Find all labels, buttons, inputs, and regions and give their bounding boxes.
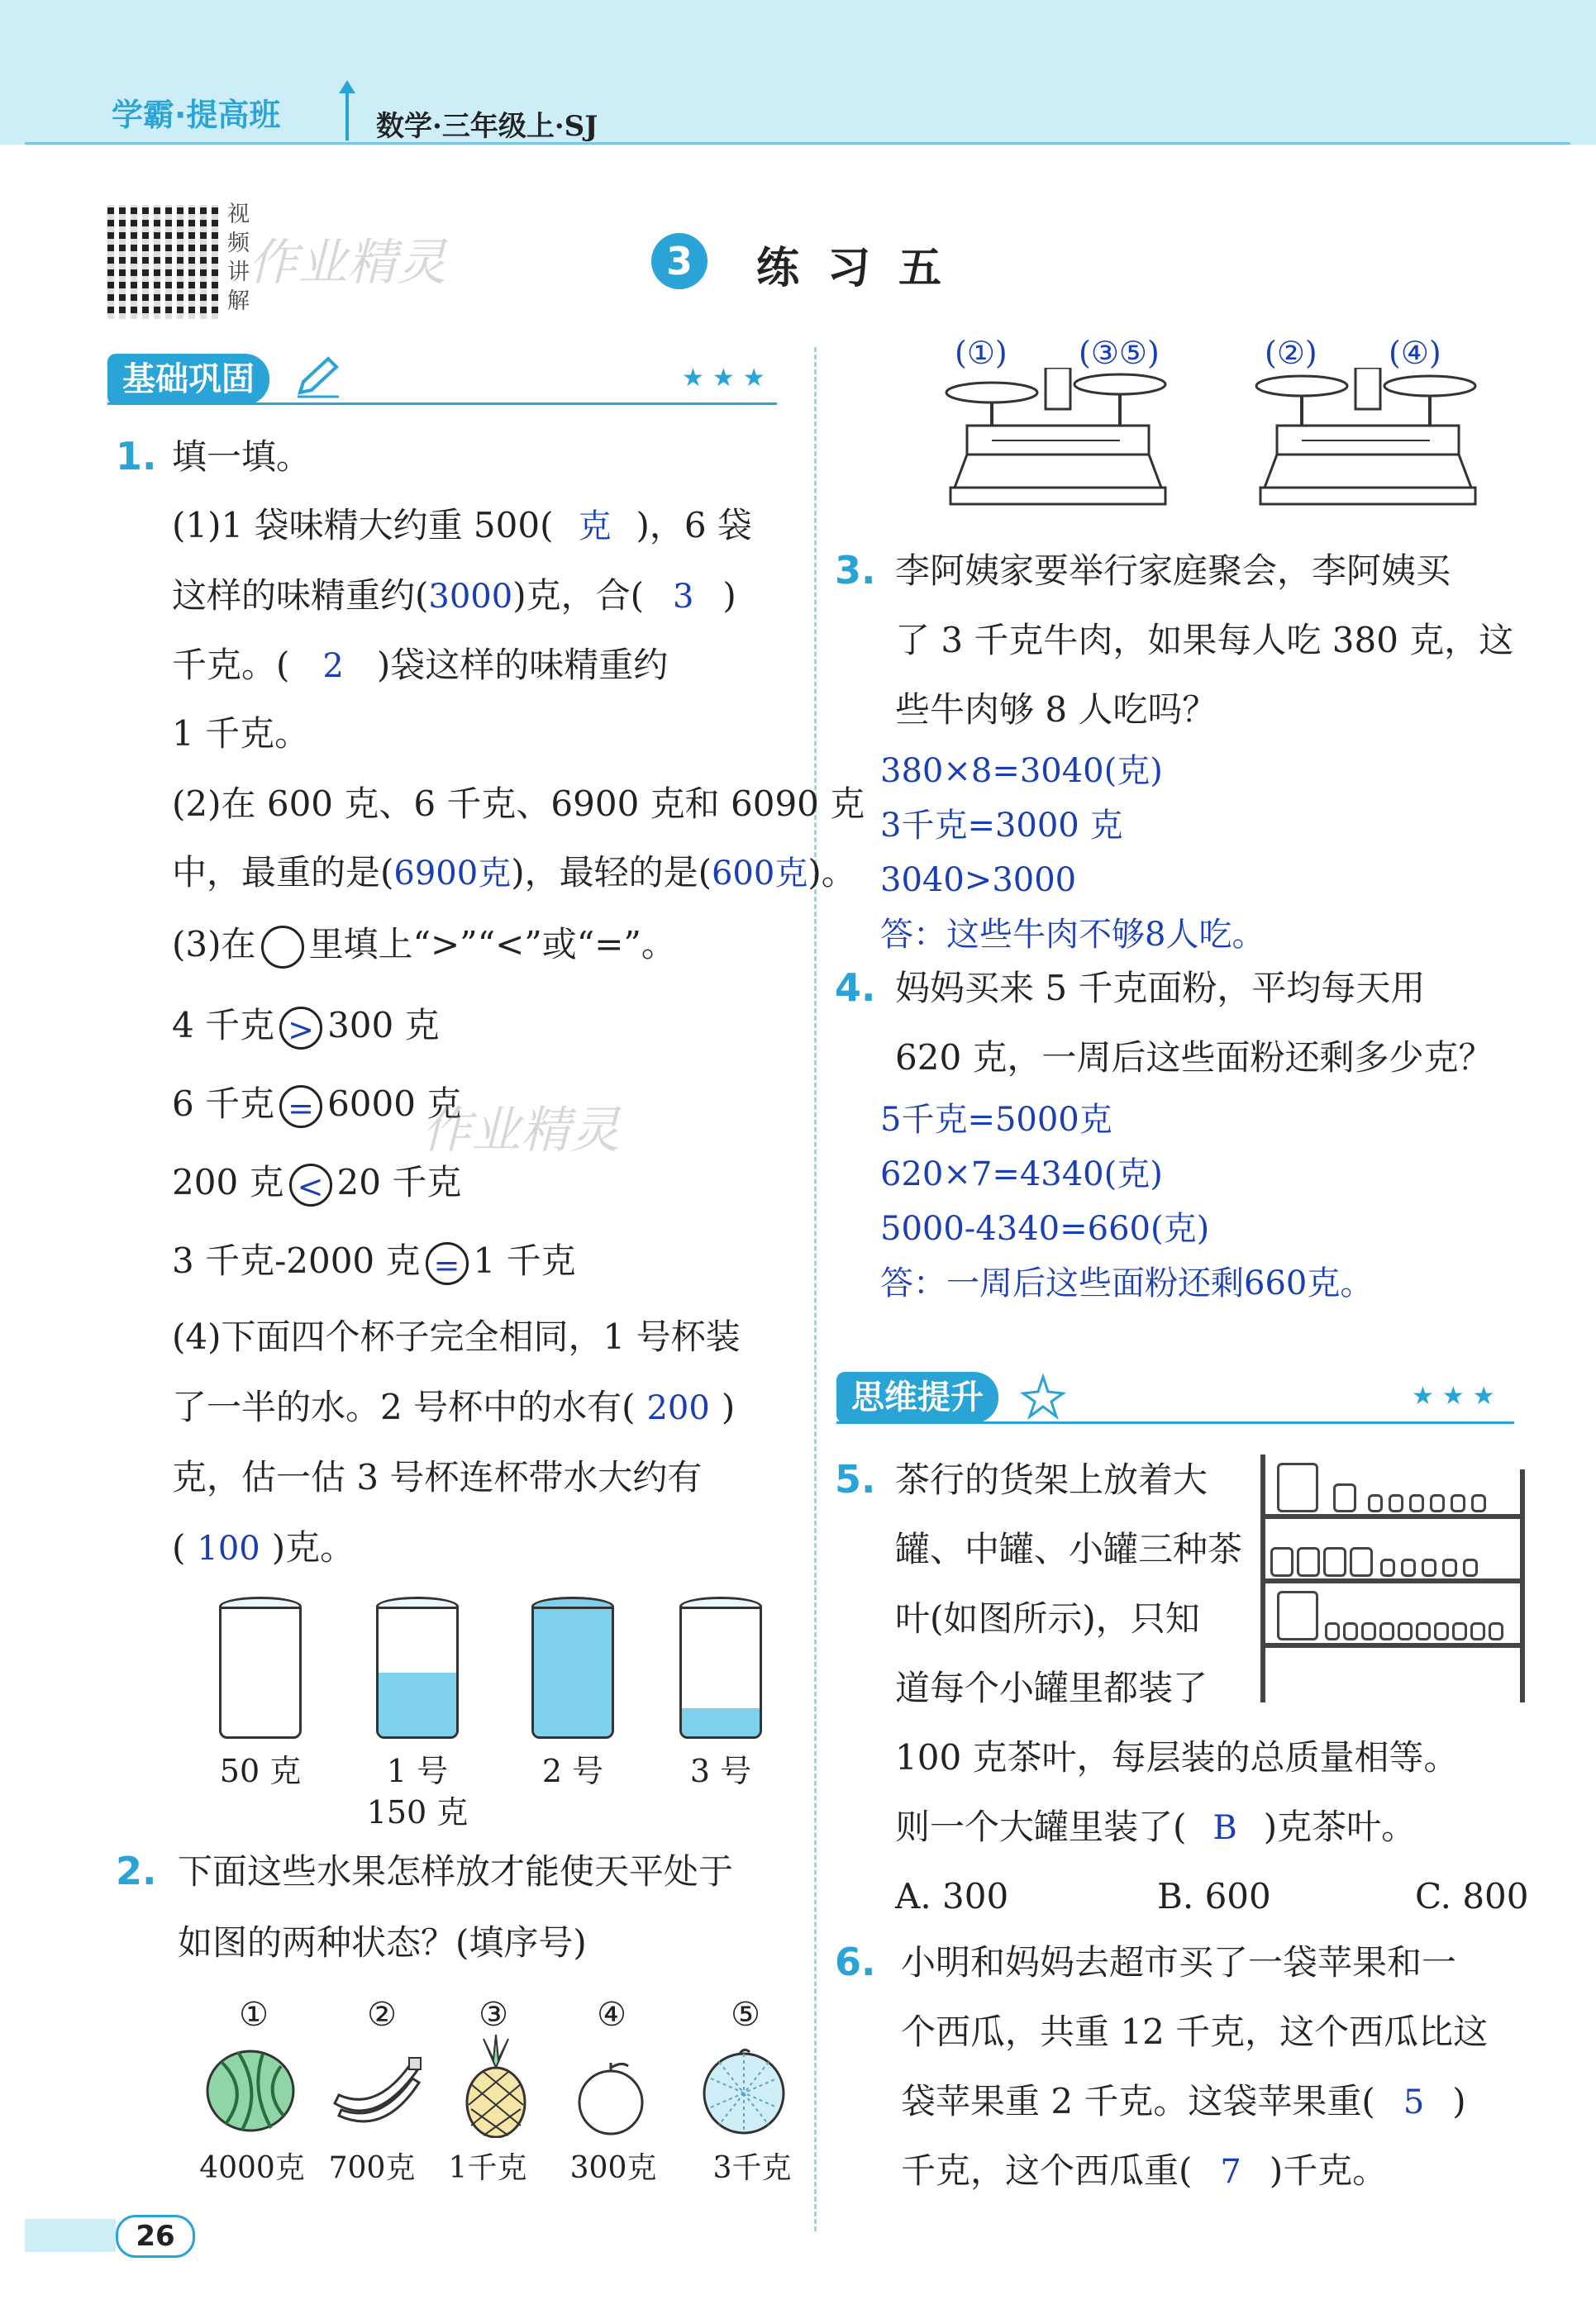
small-jar xyxy=(1379,1622,1394,1640)
q1-p1-line1: (1)1 袋味精大约重 500( 克 )，6 袋 xyxy=(172,505,752,545)
q1-p4-line3: 克，估一估 3 号杯连杯带水大约有 xyxy=(172,1457,703,1497)
section-basic-rule xyxy=(107,402,777,405)
large-jar xyxy=(1277,1463,1318,1512)
q2-text-line2: 如图的两种状态？(填序号) xyxy=(178,1922,587,1963)
header-rule xyxy=(25,142,1570,145)
fruit-number: ③ xyxy=(479,1996,508,2034)
answer-blank: 7 xyxy=(1220,2153,1241,2191)
q4-text-line1: 妈妈买来 5 千克面粉，平均每天用 xyxy=(895,968,1426,1008)
pineapple-icon xyxy=(450,2035,541,2138)
q3-text-line1: 李阿姨家要举行家庭聚会，李阿姨买 xyxy=(895,550,1451,591)
q4-answer-line: 620×7=4340(克) xyxy=(880,1155,1163,1193)
small-jar xyxy=(1434,1622,1449,1640)
small-jar xyxy=(1389,1494,1403,1512)
large-jar xyxy=(1277,1591,1318,1640)
q4-answer-line: 5000-4340=660(克) xyxy=(880,1210,1210,1248)
q5-text-line5: 100 克茶叶，每层装的总质量相等。 xyxy=(895,1737,1459,1778)
fruit-number: ⑤ xyxy=(731,1996,760,2034)
lesson-number-badge: 3 xyxy=(651,233,707,289)
q2-number: 2. xyxy=(116,1849,157,1893)
compare-circle: = xyxy=(426,1242,469,1285)
video-explanation-label: 视 频 讲 解 xyxy=(227,202,250,314)
compare-circle: = xyxy=(279,1085,322,1128)
q6-text-line1: 小明和妈妈去超市买了一袋苹果和一 xyxy=(901,1942,1457,1983)
fruit-weight: 700克 xyxy=(328,2151,416,2185)
q1-p4-line2: 了一半的水。2 号杯中的水有( 200 ) xyxy=(172,1387,736,1427)
small-jar xyxy=(1409,1494,1424,1512)
small-jar xyxy=(1471,1494,1486,1512)
q1-p2-line2: 中，最重的是(6900克)，最轻的是(600克)。 xyxy=(172,852,856,893)
q3-answer-line: 答：这些牛肉不够8人吃。 xyxy=(880,916,1265,954)
q5-text-line4: 道每个小罐里都装了 xyxy=(895,1668,1208,1708)
page-number: 26 xyxy=(116,2215,195,2258)
cup-2 xyxy=(531,1607,614,1739)
compare-row: 200 克 < 20 千克 xyxy=(172,1162,462,1205)
q3-text-line3: 些牛肉够 8 人吃吗？ xyxy=(895,689,1217,730)
scale1-right-answer: (③⑤) xyxy=(1079,335,1160,371)
q5-option-b: B. 600 xyxy=(1157,1876,1271,1916)
watermark: 作业精灵 xyxy=(248,234,446,292)
small-jar xyxy=(1401,1559,1416,1577)
q3-answer-line: 380×8=3040(克) xyxy=(880,752,1163,790)
q3-answer-line: 3千克=3000 克 xyxy=(880,807,1123,845)
small-jar xyxy=(1416,1622,1431,1640)
q5-option-a: A. 300 xyxy=(895,1876,1009,1916)
answer-blank: 2 xyxy=(322,647,344,685)
q5-option-c: C. 800 xyxy=(1415,1876,1529,1916)
small-jar xyxy=(1361,1622,1376,1640)
fruit-number: ④ xyxy=(597,1996,626,2034)
answer-blank: 3000 xyxy=(428,578,513,616)
compare-circle: < xyxy=(289,1164,332,1207)
water xyxy=(534,1609,612,1736)
watermelon-icon xyxy=(205,2045,296,2136)
answer-blank: 克 xyxy=(578,507,612,545)
compare-circle-sample xyxy=(261,926,304,969)
cup-3 xyxy=(679,1607,762,1739)
q1-p3-intro: (3)在 里填上“>”“<”或“=”。 xyxy=(172,909,676,980)
cup-label: 3 号 xyxy=(689,1753,752,1789)
q1-title: 填一填。 xyxy=(172,436,312,477)
answer-blank: 100 xyxy=(197,1530,260,1568)
q6-text-line4: 千克，这个西瓜重( 7 )千克。 xyxy=(901,2150,1388,2191)
q3-text-line2: 了 3 千克牛肉，如果每人吃 380 克，这 xyxy=(895,620,1514,660)
medium-jar xyxy=(1297,1547,1320,1577)
subject-title: 数学·三年级上·SJ xyxy=(376,110,598,143)
cup-label: 50 克 xyxy=(219,1753,302,1789)
q6-text-line3: 袋苹果重 2 千克。这袋苹果重( 5 ) xyxy=(901,2081,1466,2121)
cup-label: 1 号 xyxy=(386,1753,449,1789)
compare-row: 3 千克-2000 克 = 1 千克 xyxy=(172,1240,576,1283)
small-jar xyxy=(1489,1622,1503,1640)
fruit-number: ① xyxy=(239,1996,269,2034)
section-basic-tag: 基础巩固 xyxy=(107,354,269,405)
tea-shelf-illustration xyxy=(1260,1455,1525,1702)
answer-blank: 200 xyxy=(646,1389,710,1427)
page-number-band xyxy=(25,2219,116,2252)
q4-number: 4. xyxy=(835,965,876,1010)
q3-answer-line: 3040>3000 xyxy=(880,861,1077,899)
small-jar xyxy=(1451,1494,1465,1512)
difficulty-stars: ★★★ xyxy=(682,364,774,393)
cup-label: 2 号 xyxy=(541,1753,604,1789)
fruit-number: ② xyxy=(367,1996,397,2034)
q1-number: 1. xyxy=(116,434,157,479)
q4-answer-line: 5千克=5000克 xyxy=(880,1101,1112,1139)
q4-text-line2: 620 克，一周后这些面粉还剩多少克？ xyxy=(895,1037,1494,1078)
q1-p1-line2: 这样的味精重约(3000)克，合( 3 ) xyxy=(172,575,736,616)
q2-text-line1: 下面这些水果怎样放才能使天平处于 xyxy=(178,1851,734,1892)
small-jar xyxy=(1325,1622,1340,1640)
q5-text-line6: 则一个大罐里装了( B )克茶叶。 xyxy=(895,1807,1417,1847)
balance-scale-icon xyxy=(1252,368,1484,512)
small-jar xyxy=(1368,1494,1383,1512)
orange-icon xyxy=(572,2059,650,2138)
cup-1 xyxy=(376,1607,459,1739)
q1-p1-line3: 千克。( 2 )袋这样的味精重约 xyxy=(172,645,669,685)
q1-p2-line1: (2)在 600 克、6 千克、6900 克和 6090 克 xyxy=(172,783,865,824)
qr-code[interactable] xyxy=(107,205,222,319)
answer-blank: 6900克 xyxy=(393,855,512,893)
section-advanced-tag: 思维提升 xyxy=(836,1372,998,1423)
scale1-left-answer: (①) xyxy=(955,335,1008,371)
q4-answer-line: 答：一周后这些面粉还剩660克。 xyxy=(880,1264,1374,1302)
q3-number: 3. xyxy=(835,548,876,593)
banana-icon xyxy=(326,2045,426,2136)
small-jar xyxy=(1452,1622,1467,1640)
lesson-title: 练习五 xyxy=(756,243,970,293)
q1-p4-line4: ( 100 )克。 xyxy=(172,1527,355,1568)
column-divider xyxy=(814,347,817,2231)
answer-blank: 3 xyxy=(672,578,694,616)
q6-text-line2: 个西瓜，共重 12 千克，这个西瓜比这 xyxy=(901,2012,1489,2052)
compare-row: 6 千克 = 6000 克 xyxy=(172,1083,462,1126)
q5-text-line2: 罐、中罐、小罐三种茶 xyxy=(895,1529,1243,1569)
watermark: 作业精灵 xyxy=(422,1102,620,1159)
small-jar xyxy=(1380,1559,1395,1577)
medium-jar xyxy=(1323,1547,1346,1577)
fruit-weight: 4000克 xyxy=(199,2151,305,2185)
small-jar xyxy=(1442,1559,1457,1577)
small-jar xyxy=(1343,1622,1358,1640)
arrow-icon xyxy=(335,79,360,145)
medium-jar xyxy=(1350,1547,1373,1577)
scale2-left-answer: (②) xyxy=(1265,335,1317,371)
water xyxy=(379,1673,456,1736)
cantaloupe-icon xyxy=(698,2045,789,2136)
section-advanced-rule xyxy=(836,1421,1514,1424)
q1-p1-line4: 1 千克。 xyxy=(172,713,310,754)
answer-blank: 5 xyxy=(1403,2083,1425,2121)
q5-number: 5. xyxy=(835,1457,876,1502)
cup-sublabel: 150 克 xyxy=(366,1794,469,1831)
answer-blank: 600克 xyxy=(711,855,808,893)
pencil-icon xyxy=(293,355,343,401)
answer-blank: B xyxy=(1212,1809,1237,1847)
q5-text-line3: 叶(如图所示)，只知 xyxy=(895,1598,1200,1639)
fruit-weight: 1千克 xyxy=(448,2151,527,2185)
fruit-weight: 300克 xyxy=(569,2151,657,2185)
q1-p4-line1: (4)下面四个杯子完全相同，1 号杯装 xyxy=(172,1317,741,1357)
small-jar xyxy=(1430,1494,1445,1512)
scale2-right-answer: (④) xyxy=(1389,335,1441,371)
difficulty-stars: ★★★ xyxy=(1412,1382,1503,1411)
q5-text-line1: 茶行的货架上放着大 xyxy=(895,1459,1208,1500)
small-jar xyxy=(1463,1559,1478,1577)
fruit-weight: 3千克 xyxy=(712,2151,792,2185)
medium-jar xyxy=(1270,1547,1293,1577)
compare-circle: > xyxy=(279,1007,322,1050)
balance-scale-icon xyxy=(942,368,1174,512)
small-jar xyxy=(1470,1622,1485,1640)
compare-row: 4 千克 > 300 克 xyxy=(172,1005,440,1048)
brand-title: 学霸·提高班 xyxy=(112,97,281,133)
cup-empty xyxy=(219,1607,302,1739)
water xyxy=(682,1708,760,1736)
medium-jar xyxy=(1333,1483,1356,1512)
small-jar xyxy=(1398,1622,1413,1640)
sparkle-icon xyxy=(1018,1372,1068,1421)
q6-number: 6. xyxy=(835,1940,876,1984)
small-jar xyxy=(1422,1559,1436,1577)
